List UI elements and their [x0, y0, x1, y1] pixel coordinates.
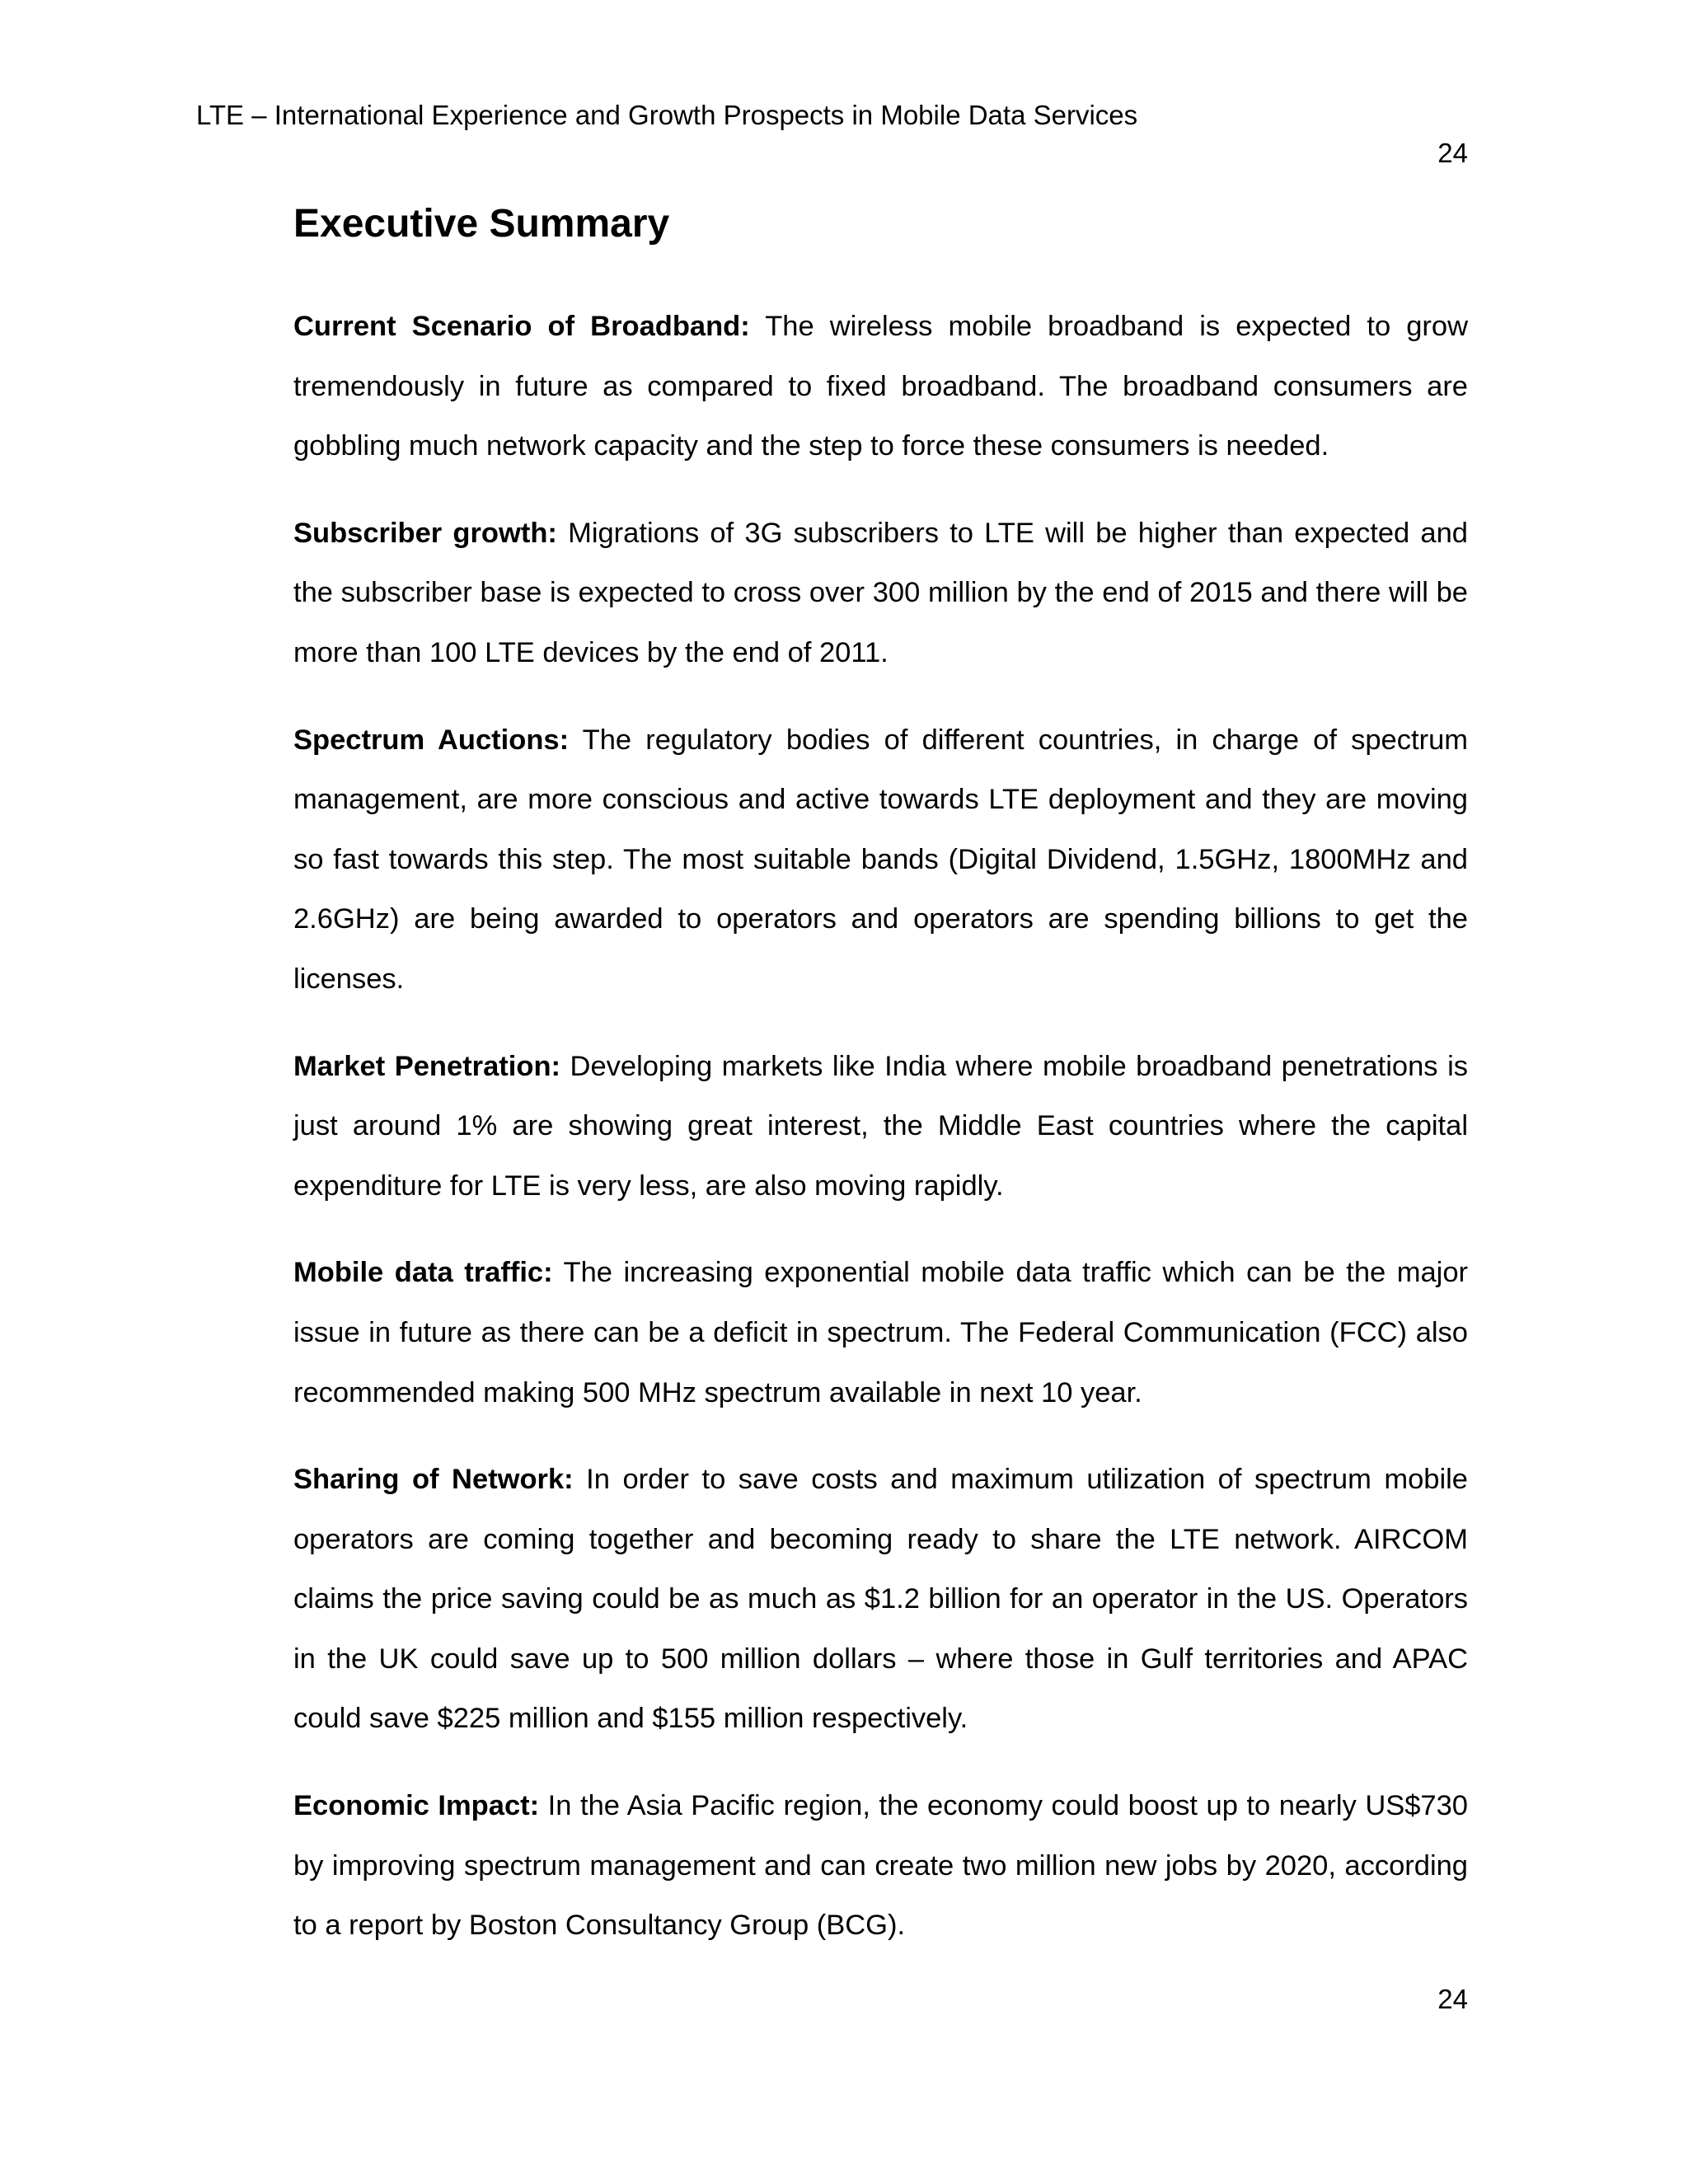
- paragraph-subscriber-growth: [293, 504, 1468, 683]
- paragraph-text: In order to save costs and maximum utilization of spectrum mobile operators are coming together and becoming ready to share the LTE network. AIRCOM claims the price saving could be as much as $1.2 billion for an operator in the US. Operators in the UK could save up to 500 million dollars – where those in Gulf territories and APAC could save $225 million and $155 million respectively.: [293, 1464, 1468, 1735]
- page-number-bottom: 24: [1437, 1984, 1468, 2014]
- document-body: [293, 198, 1468, 1983]
- running-header: LTE – International Experience and Growth Prospects in Mobile Data Services: [196, 100, 1138, 130]
- paragraph-label: Spectrum Auctions:: [293, 724, 570, 756]
- paragraph-mobile-data-traffic: [293, 1243, 1468, 1422]
- paragraph-label: Subscriber growth:: [293, 517, 557, 549]
- paragraph-current-scenario: [293, 297, 1468, 476]
- page-number-top: 24: [1437, 138, 1468, 168]
- paragraph-text: In the Asia Pacific region, the economy could boost up to nearly US$730 by improving spectrum management and can create two million new jobs by 2020, according to a report by Boston Consultancy Group (BCG).: [293, 1790, 1468, 1942]
- paragraph-text: The wireless mobile broadband is expected to grow tremendously in future as compared to fixed broadband. The broadband consumers are gobbling much network capacity and the step to force these consumers is needed.: [293, 311, 1468, 462]
- paragraph-label: Current Scenario of Broadband:: [293, 311, 750, 342]
- paragraph-market-penetration: [293, 1037, 1468, 1216]
- paragraph-spectrum-auctions: [293, 710, 1468, 1010]
- paragraph-label: Sharing of Network:: [293, 1464, 574, 1496]
- paragraph-label: Market Penetration:: [293, 1050, 561, 1082]
- paragraph-text: Developing markets like India where mobile broadband penetrations is just around 1% are showing great interest, the Middle East countries where the capital expenditure for LTE is very less, are also moving rapidly.: [293, 1050, 1468, 1202]
- paragraph-text: The increasing exponential mobile data traffic which can be the major issue in future as there can be a deficit in spectrum. The Federal Communication (FCC) also recommended making 500 MHz spectrum available in next 10 year.: [293, 1257, 1468, 1408]
- paragraph-text: Migrations of 3G subscribers to LTE will be higher than expected and the subscriber base is expected to cross over 300 million by the end of 2015 and there will be more than 100 LTE devices by the end of 2011.: [293, 517, 1468, 668]
- page-title: Executive Summary: [293, 202, 670, 246]
- paragraph-economic-impact: [293, 1776, 1468, 1956]
- paragraph-text: The regulatory bodies of different countries, in charge of spectrum management, are more conscious and active towards LTE deployment and they are moving so fast towards this step. The most suitable bands (Digital Dividend, 1.5GHz, 1800MHz and 2.6GHz) are being awarded to operators and operators are spending billions to get the licenses.: [293, 724, 1468, 995]
- paragraph-label: Economic Impact:: [293, 1790, 540, 1822]
- paragraph-label: Mobile data traffic:: [293, 1257, 553, 1289]
- paragraph-sharing-of-network: [293, 1450, 1468, 1749]
